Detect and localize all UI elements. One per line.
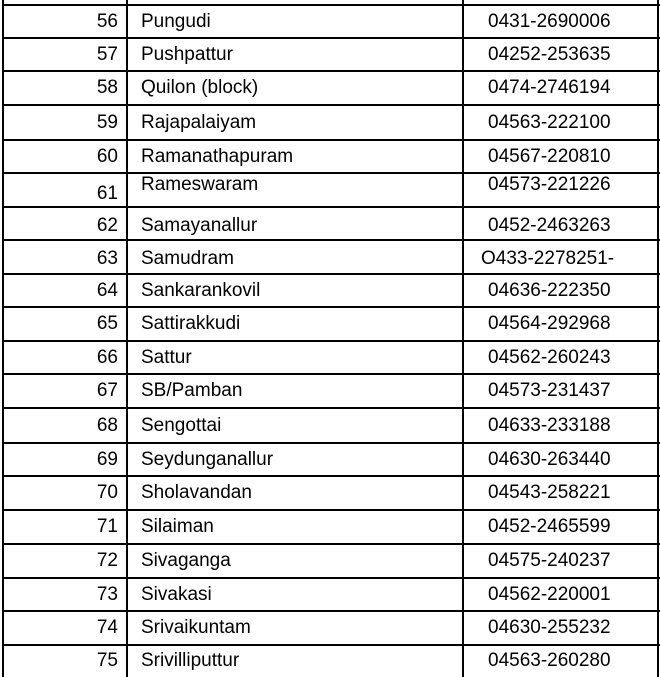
place-name-cell: Pungudi	[141, 10, 211, 32]
serial-number-cell: 58	[96, 77, 118, 98]
phone-number-cell: 04564-292968	[488, 313, 611, 334]
phone-number-cell: 0452-2465599	[488, 516, 611, 537]
serial-number-cell: 70	[96, 482, 118, 503]
phone-number-cell: 04575-240237	[488, 550, 611, 571]
row-divider	[3, 475, 660, 477]
place-name-cell: Sengottai	[141, 414, 222, 436]
row-divider	[3, 509, 660, 511]
phone-number-cell: 04562-260243	[488, 346, 611, 368]
phone-number-cell: 04562-220001	[488, 583, 611, 605]
place-name-cell: Sattirakkudi	[141, 313, 241, 334]
place-name-cell: Seydunganallur	[141, 448, 274, 470]
phone-number-cell: 04573-231437	[488, 380, 611, 401]
row-divider	[3, 239, 660, 241]
row-divider	[3, 104, 660, 106]
serial-number-cell: 65	[96, 313, 118, 334]
place-name-cell: Srivilliputtur	[141, 650, 240, 671]
column-divider	[657, 0, 659, 677]
row-divider	[3, 306, 660, 308]
serial-number-cell: 69	[96, 448, 118, 470]
row-divider	[3, 407, 660, 409]
row-divider	[3, 577, 660, 579]
phone-number-cell: 04573-221226	[488, 174, 611, 195]
phone-number-cell: 04567-220810	[488, 145, 611, 167]
phone-number-cell: 04636-222350	[488, 279, 611, 301]
serial-number-cell: 59	[96, 111, 118, 133]
column-divider	[126, 0, 128, 677]
phone-number-cell: 0431-2690006	[488, 10, 611, 32]
column-divider	[2, 0, 4, 677]
place-name-cell: Sattur	[141, 346, 192, 368]
place-name-cell: Samayanallur	[141, 214, 258, 236]
place-name-cell: Rameswaram	[141, 174, 259, 195]
row-divider	[3, 373, 660, 375]
serial-number-cell: 56	[96, 10, 118, 32]
serial-number-cell: 66	[96, 346, 118, 368]
phone-number-cell: O433-2278251-	[481, 248, 615, 269]
serial-number-cell: 67	[96, 380, 118, 401]
place-name-cell: Sankarankovil	[141, 279, 261, 301]
place-name-cell: Pushpattur	[141, 43, 233, 65]
serial-number-cell: 68	[96, 414, 118, 436]
place-name-cell: Sholavandan	[141, 482, 252, 503]
place-name-cell: Samudram	[141, 248, 234, 269]
row-divider	[3, 610, 660, 612]
serial-number-cell: 74	[96, 617, 118, 638]
serial-number-cell: 75	[96, 650, 118, 671]
serial-number-cell: 64	[96, 279, 118, 301]
row-divider	[3, 340, 660, 342]
place-name-cell: Rajapalaiyam	[141, 111, 257, 133]
serial-number-cell: 71	[96, 516, 118, 537]
row-divider	[3, 37, 660, 39]
serial-number-cell: 63	[96, 248, 118, 269]
phone-number-cell: 04633-233188	[488, 414, 611, 436]
row-divider	[3, 206, 660, 208]
serial-number-cell: 73	[96, 583, 118, 605]
serial-number-cell: 72	[96, 550, 118, 571]
phone-number-cell: 04630-255232	[488, 617, 611, 638]
column-divider	[462, 0, 464, 677]
place-name-cell: SB/Pamban	[141, 380, 243, 401]
phone-number-cell: 04630-263440	[488, 448, 611, 470]
phone-number-cell: 0452-2463263	[488, 214, 611, 236]
row-divider	[3, 442, 660, 444]
place-name-cell: Sivakasi	[141, 583, 212, 605]
place-name-cell: Ramanathapuram	[141, 145, 294, 167]
place-name-cell: Quilon (block)	[141, 77, 259, 98]
serial-number-cell: 60	[96, 145, 118, 167]
phone-number-cell: 04543-258221	[488, 482, 611, 503]
phone-number-cell: 04563-222100	[488, 111, 611, 133]
place-name-cell: Silaiman	[141, 516, 214, 537]
serial-number-cell: 57	[96, 43, 118, 65]
row-divider	[3, 644, 660, 646]
row-divider	[3, 70, 660, 72]
row-divider	[3, 139, 660, 141]
phone-number-cell: 0474-2746194	[488, 77, 611, 98]
row-divider	[3, 4, 660, 6]
row-divider	[3, 543, 660, 545]
serial-number-cell: 61	[96, 183, 118, 204]
phone-number-cell: 04563-260280	[488, 650, 611, 671]
phone-number-cell: 04252-253635	[488, 43, 611, 65]
row-divider	[3, 273, 660, 275]
place-name-cell: Sivaganga	[141, 550, 231, 571]
place-name-cell: Srivaikuntam	[141, 617, 251, 638]
serial-number-cell: 62	[96, 214, 118, 236]
